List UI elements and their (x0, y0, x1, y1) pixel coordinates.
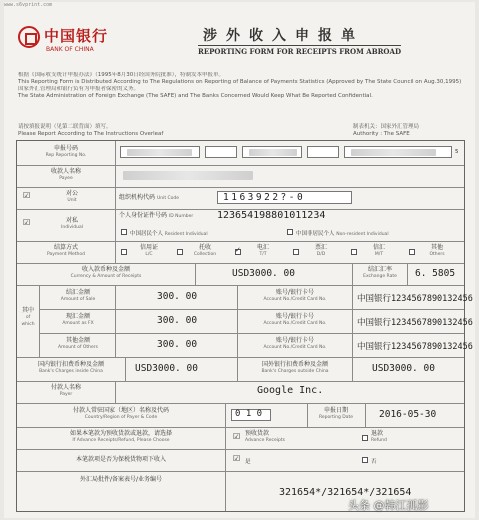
refund-label: 退款 Refund (371, 430, 387, 443)
note-line: 根据《国际收支统计申报办法》（1995年8月30日经国务院批准），特制发本申报单。 (18, 72, 224, 78)
row-currency-amount (17, 263, 464, 286)
sale-amount-label: 结汇金额 Amount of Sale (60, 289, 96, 302)
row-report-number (17, 141, 464, 166)
instruction-cn: 请按填报说明（见第二联背面）填写。 (18, 124, 112, 130)
individual-check-icon: ☑ (23, 218, 31, 227)
payer-value: Google Inc. (257, 385, 324, 396)
breakdown-block (17, 285, 473, 358)
payer-label: 付款人名称 Payer (50, 384, 81, 397)
authority-cn: 制表机关：国家外汇管理局 (353, 124, 420, 130)
nonresident-label: 中国非居民个人 Non-resident Individual (296, 231, 389, 237)
authority-en: Authority : The SAFE (353, 131, 410, 137)
fx-account-label: 账号/银行卡号 Account No./Credit Card No. (263, 313, 327, 326)
charges-in-label: 国内银行扣费币种及金额 Bank's Charges inside China (37, 361, 104, 374)
note-line: This Reporting Form is Distributed According to The Regulations on Reporting of Balance of Payments Statistics (Approved by The State Council on Aug.30,1995) (18, 79, 462, 85)
row-individual (17, 209, 464, 242)
currency-amount-label: 收入款币种及金额 Currency & Amount of Receipts (70, 266, 142, 279)
bank-name-en: BANK OF CHINA (46, 46, 94, 53)
row-payer (17, 381, 464, 404)
bank-name-cn: 中国银行 (44, 27, 109, 45)
unit-code-label: 组织机构代码 Unit Code (119, 194, 180, 201)
payee-redacted (123, 171, 253, 180)
customs-label: 本笔款项是否为保税货物项下收入 (75, 456, 166, 463)
method-tt-label: 电汇 T/T (256, 244, 269, 257)
method-others-label: 其他 Others (429, 244, 445, 257)
method-mt-checkbox[interactable] (351, 249, 357, 255)
fx-account-value: 中国银行1234567890132456 (357, 318, 473, 328)
exchange-rate-label: 结汇汇率 Exchange Rate (363, 266, 397, 279)
charges-in-value: USD3000. 00 (135, 363, 198, 374)
other-account-value: 中国银行1234567890132456 (357, 342, 473, 352)
bonded-yes-label: 是 (245, 459, 251, 465)
note-line: 国家外汇管理局和银行负有为申报者保密的义务。 (18, 86, 140, 92)
unit-code-value: 1163922?-0 (223, 192, 306, 203)
resident-checkbox[interactable] (121, 229, 127, 235)
reporting-date-label: 申报日期 Reporting Date (318, 407, 354, 420)
legal-notes (18, 72, 463, 100)
id-number-label: 个人身份证件号码 ID Number (119, 212, 194, 219)
fx-amount-value: 300. 00 (157, 315, 198, 326)
bonded-yes-check-icon: ☑ (233, 454, 241, 463)
payee-label: 收款人名称 Payee (50, 168, 81, 181)
refund-checkbox[interactable] (362, 435, 368, 441)
method-dd-checkbox[interactable] (293, 249, 299, 255)
method-collection-checkbox[interactable] (177, 249, 183, 255)
method-tt-checkbox[interactable] (235, 249, 241, 255)
row-country-date (17, 403, 464, 428)
report-no-label: 申报号码 Rep Reporting No. (45, 145, 87, 158)
bonded-no-checkbox[interactable] (362, 457, 368, 463)
row-payment-method (17, 241, 464, 264)
report-no-segment-2[interactable] (205, 146, 237, 158)
approval-label: 外汇局批件/备案表号/业务编号 (79, 476, 163, 483)
instruction-en: Please Report According to The Instructions Overleaf (18, 131, 164, 137)
redacted-block (127, 149, 192, 156)
method-mt-label: 信汇 M/T (372, 244, 385, 257)
row-unit (17, 187, 464, 210)
form-title-en: REPORTING FORM FOR RECEIPTS FROM ABROAD (198, 47, 402, 56)
report-no-segment-4[interactable] (307, 146, 339, 158)
id-number-value: 123654198801011234 (217, 210, 326, 221)
fx-amount-label: 现汇金额 Amount as FX (62, 313, 94, 326)
other-amount-label: 其他金额 Amount of Others (57, 337, 98, 350)
sale-account-value: 中国银行1234567890132456 (357, 294, 473, 304)
method-dd-label: 票汇 D/D (314, 244, 327, 257)
bonded-no-label: 否 (371, 459, 377, 465)
nature-label: 如果本笔款为预收货款或退款，请选择 If Advance Receipts/Refund, Please Choose (69, 430, 172, 443)
row-bank-charges (17, 357, 464, 382)
source-url-text: www.s6vprint.com (4, 2, 53, 8)
resident-label: 中国居民个人 Resident Individual (130, 231, 208, 237)
other-amount-value: 300. 00 (157, 339, 198, 350)
method-label: 结算方式 Payment Method (46, 244, 85, 257)
advance-check-icon: ☑ (233, 432, 241, 441)
country-label: 付款人常驻国家（地区）名称及代码 Country/Region of Payer & Code (72, 407, 169, 420)
form-header (18, 24, 463, 60)
method-others-checkbox[interactable] (409, 249, 415, 255)
charges-out-value: USD3000. 00 (372, 363, 435, 374)
form-title-cn: 涉外收入申报单 (203, 28, 364, 44)
method-collection-label: 托收 Collection (193, 244, 217, 257)
authority (353, 124, 419, 138)
advance-label: 预收货款 Advance Receipts (245, 430, 285, 443)
method-lc-checkbox[interactable] (121, 249, 127, 255)
note-line: The State Administration of Foreign Exchange (The SAFE) and The Banks Concerned Would Keep What Be Reported Confidential. (18, 93, 373, 99)
watermark-text: 头条 @韩江孤影 (348, 499, 429, 512)
report-no-suffix: 5 (455, 149, 459, 155)
other-account-label: 账号/银行卡号 Account No./Credit Card No. (263, 337, 327, 350)
individual-label: 对私 Individual (61, 217, 83, 230)
row-payee (17, 165, 464, 188)
redacted-block (351, 149, 436, 156)
breakdown-label: 其中 of which (21, 307, 35, 327)
charges-out-label: 国外银行扣费币种及金额 Bank's Charges outside China (261, 361, 329, 374)
declaration-table (16, 140, 473, 512)
unit-label: 对公 Unit (65, 190, 78, 203)
sale-account-label: 账号/银行卡号 Account No./Credit Card No. (263, 289, 327, 302)
reporting-date-value: 2016-05-30 (379, 409, 437, 420)
approval-value: 321654*/321654*/321654 (279, 487, 412, 498)
nonresident-checkbox[interactable] (287, 229, 293, 235)
sale-amount-value: 300. 00 (157, 291, 198, 302)
row-nature (17, 427, 464, 450)
bank-of-china-logo-icon (18, 26, 40, 48)
unit-check-icon: ☑ (23, 191, 31, 200)
form-meta (18, 124, 463, 138)
redacted-block (249, 149, 297, 156)
currency-amount-value: USD3000. 00 (232, 268, 295, 279)
exchange-rate-value: 6. 5805 (415, 268, 456, 279)
row-bonded (17, 449, 464, 472)
method-lc-label: 信用证 L/C (139, 244, 158, 257)
country-code-value: 0 1 0 (235, 409, 263, 419)
